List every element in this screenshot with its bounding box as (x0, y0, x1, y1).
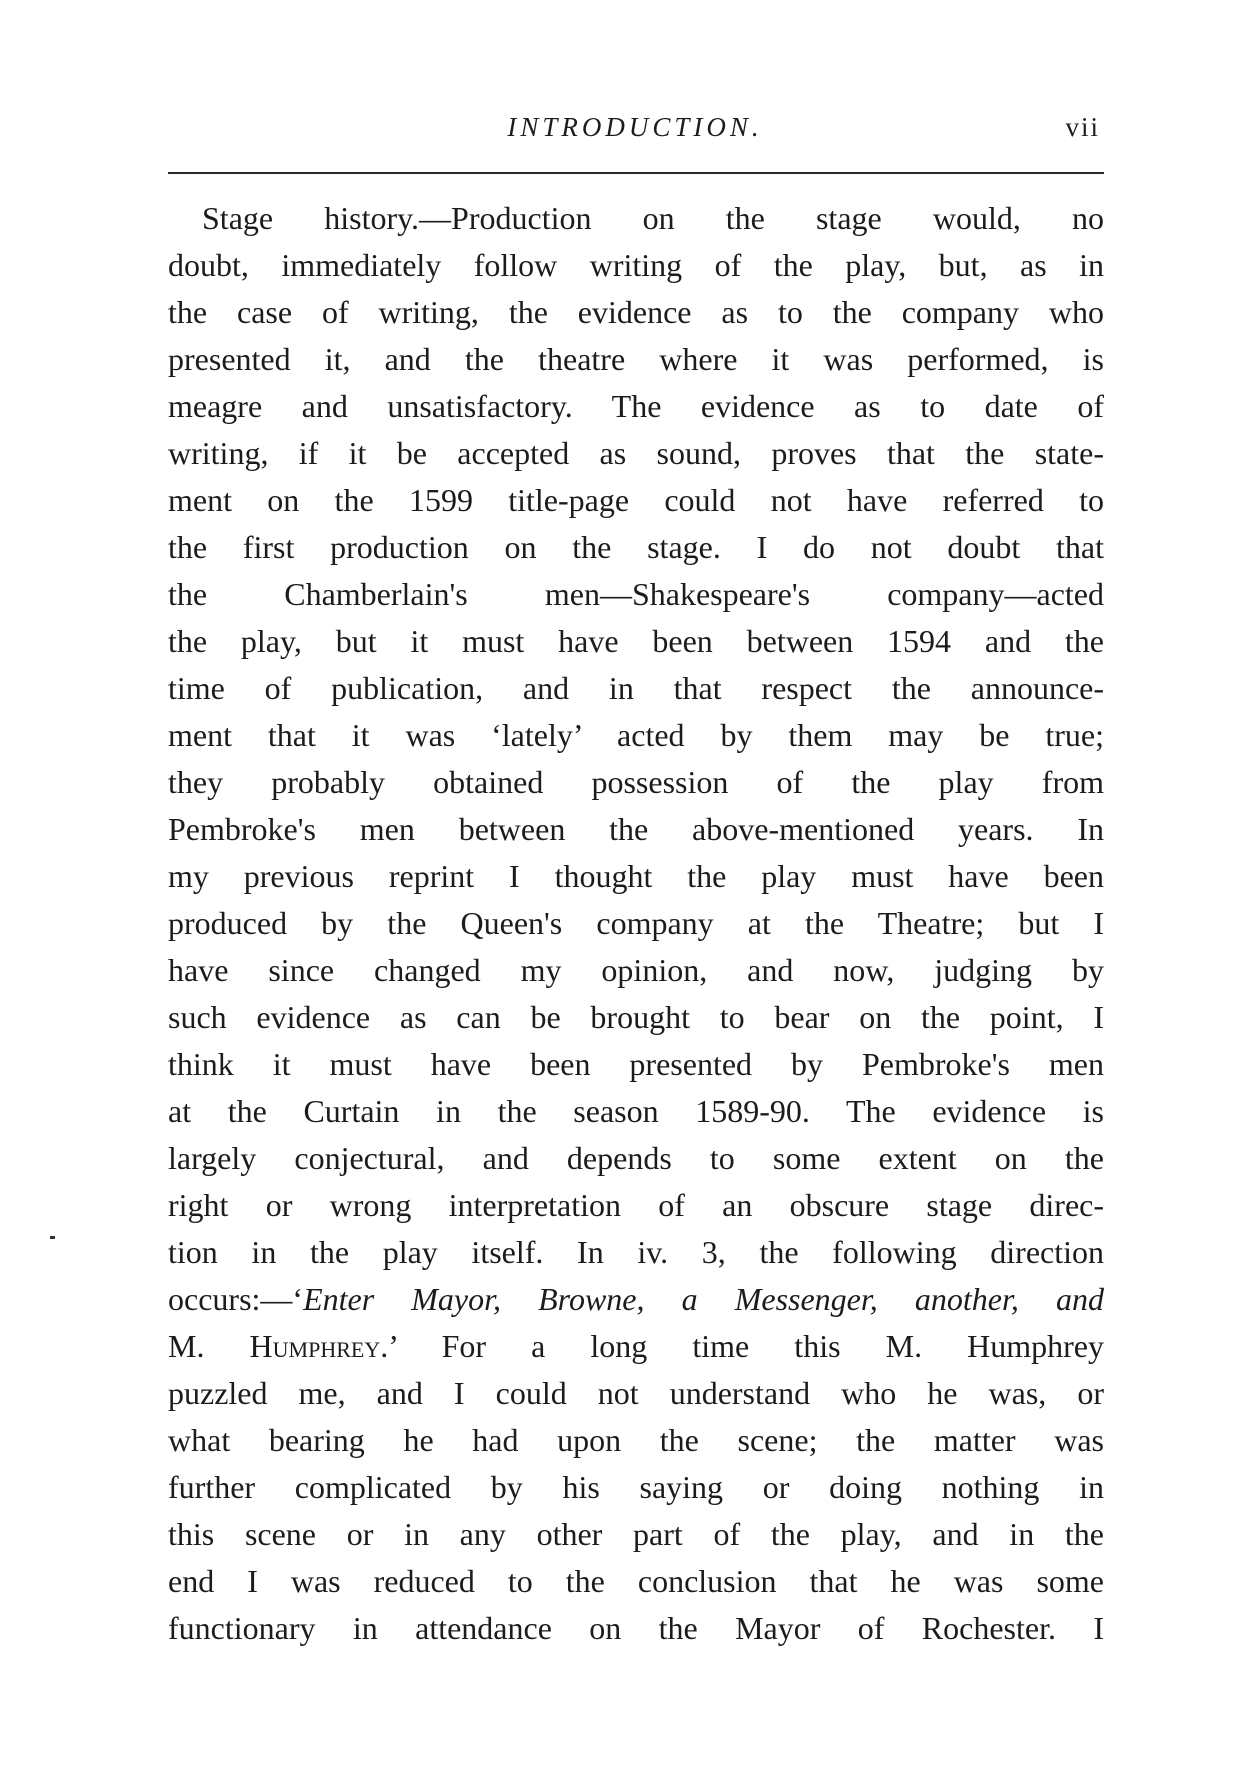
text-line: tion in the play itself. In iv. 3, the following direction (168, 1234, 1104, 1270)
text-line: ment that it was ‘lately’ acted by them may be true; (168, 717, 1104, 753)
text-line: presented it, and the theatre where it was performed, is (168, 341, 1104, 377)
body-text (168, 195, 1104, 1652)
text-line: the case of writing, the evidence as to the company who (168, 294, 1104, 330)
text-line: they probably obtained possession of the play from (168, 764, 1104, 800)
name-small-caps: Humphrey (249, 1328, 381, 1364)
text-line: have since changed my opinion, and now, judging by (168, 952, 1104, 988)
header-rule (168, 172, 1104, 174)
text-line: largely conjectural, and depends to some extent on the (168, 1140, 1104, 1176)
text-line: Pembroke's men between the above-mentioned years. In (168, 811, 1104, 847)
text-line: produced by the Queen's company at the Theatre; but I (168, 905, 1104, 941)
text-line: the Chamberlain's men—Shakespeare's company—acted (168, 576, 1104, 612)
text-line: the first production on the stage. I do not doubt that (168, 529, 1104, 565)
text-line: puzzled me, and I could not understand who he was, or (168, 1375, 1104, 1411)
text-line: my previous reprint I thought the play must have been (168, 858, 1104, 894)
text-line: further complicated by his saying or doing nothing in (168, 1469, 1104, 1505)
text-line: time of publication, and in that respect the announce- (168, 670, 1104, 706)
text-fragment: occurs:—‘ (168, 1281, 304, 1317)
page-number: vii (1065, 112, 1100, 142)
text-line: at the Curtain in the season 1589-90. The evidence is (168, 1093, 1104, 1129)
text-line: functionary in attendance on the Mayor of Rochester. I (168, 1610, 1104, 1646)
text-fragment: .’ For a long time this M. Humphrey (380, 1328, 1105, 1364)
text-fragment: M. (168, 1328, 250, 1364)
text-line: what bearing he had upon the scene; the matter was (168, 1422, 1104, 1458)
text-line: ment on the 1599 title-page could not have referred to (168, 482, 1104, 518)
text-line: such evidence as can be brought to bear on the point, I (168, 999, 1104, 1035)
text-line: meagre and unsatisfactory. The evidence as to date of (168, 388, 1104, 424)
running-title: INTRODUCTION. (507, 112, 763, 142)
text-line: writing, if it be accepted as sound, proves that the state- (168, 435, 1104, 471)
margin-mark (50, 1236, 55, 1239)
text-line: think it must have been presented by Pembroke's men (168, 1046, 1104, 1082)
text-line: right or wrong interpretation of an obscure stage direc- (168, 1187, 1104, 1223)
running-head (170, 112, 1100, 152)
stage-direction-italic: Enter Mayor, Browne, a Messenger, another, and (303, 1281, 1104, 1317)
text-line: this scene or in any other part of the play, and in the (168, 1516, 1104, 1552)
text-line: the play, but it must have been between 1594 and the (168, 623, 1104, 659)
text-line: Stage history.—Production on the stage would, no (202, 200, 1104, 236)
text-line-stage-direction (168, 1276, 1104, 1323)
text-line: end I was reduced to the conclusion that he was some (168, 1563, 1104, 1599)
text-line: doubt, immediately follow writing of the play, but, as in (168, 247, 1104, 283)
text-line-humphrey (168, 1323, 1104, 1370)
